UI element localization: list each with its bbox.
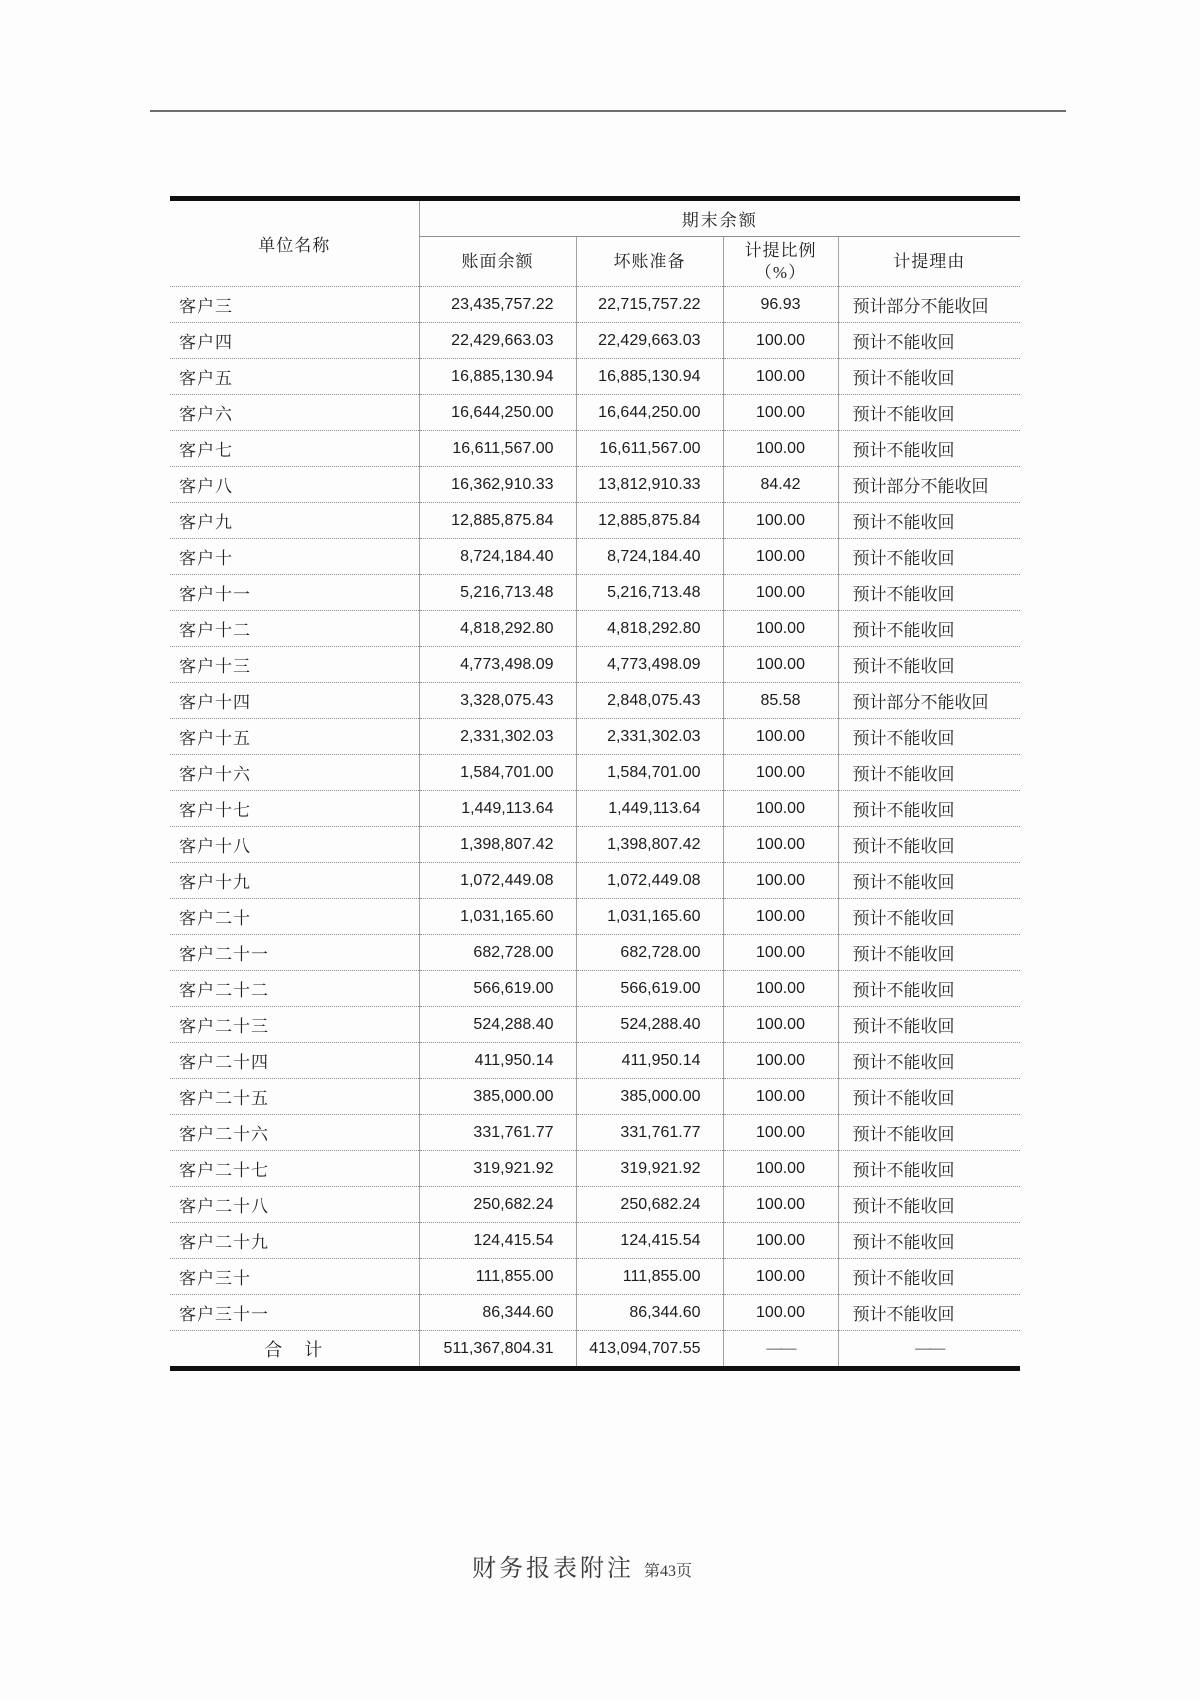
provision-ratio-cell: 84.42: [723, 467, 838, 503]
provision-reason-cell: 预计不能收回: [838, 1151, 1020, 1187]
provision-reason-cell: 预计部分不能收回: [838, 683, 1020, 719]
book-balance-cell: 16,885,130.94: [419, 359, 576, 395]
footer-page-number: 第43页: [643, 1563, 692, 1580]
bad-debt-table-container: [170, 196, 1020, 1371]
provision-reason-cell: 预计不能收回: [838, 359, 1020, 395]
book-balance-cell: 411,950.14: [419, 1043, 576, 1079]
table-row: [170, 467, 1020, 503]
table-row: [170, 647, 1020, 683]
provision-reason-cell: 预计不能收回: [838, 1079, 1020, 1115]
provision-ratio-cell: 100.00: [723, 791, 838, 827]
book-balance-cell: 566,619.00: [419, 971, 576, 1007]
bad-debt-provision-cell: 1,398,807.42: [576, 827, 723, 863]
bad-debt-provision-cell: 16,611,567.00: [576, 431, 723, 467]
table-row: [170, 899, 1020, 935]
book-balance-cell: 5,216,713.48: [419, 575, 576, 611]
table-row: [170, 539, 1020, 575]
provision-ratio-cell: 100.00: [723, 1079, 838, 1115]
provision-ratio-cell: 100.00: [723, 539, 838, 575]
bad-debt-provision-cell: 4,773,498.09: [576, 647, 723, 683]
customer-name-cell: 客户二十四: [170, 1043, 419, 1079]
table-header: [170, 199, 1020, 287]
provision-ratio-cell: 100.00: [723, 827, 838, 863]
table-row: [170, 683, 1020, 719]
bad-debt-provision-cell: 12,885,875.84: [576, 503, 723, 539]
customer-name-cell: 客户二十七: [170, 1151, 419, 1187]
customer-name-cell: 客户六: [170, 395, 419, 431]
provision-reason-cell: 预计不能收回: [838, 1187, 1020, 1223]
bad-debt-provision-cell: 16,885,130.94: [576, 359, 723, 395]
total-provision-ratio-dash: ——: [723, 1331, 838, 1369]
book-balance-cell: 2,331,302.03: [419, 719, 576, 755]
bad-debt-provision-cell: 566,619.00: [576, 971, 723, 1007]
bad-debt-provision-cell: 2,331,302.03: [576, 719, 723, 755]
bad-debt-provision-cell: 331,761.77: [576, 1115, 723, 1151]
provision-reason-cell: 预计不能收回: [838, 611, 1020, 647]
bad-debt-provision-cell: 16,644,250.00: [576, 395, 723, 431]
bad-debt-provision-cell: 8,724,184.40: [576, 539, 723, 575]
provision-ratio-cell: 100.00: [723, 935, 838, 971]
book-balance-cell: 331,761.77: [419, 1115, 576, 1151]
bad-debt-provision-cell: 1,449,113.64: [576, 791, 723, 827]
provision-reason-cell: 预计不能收回: [838, 647, 1020, 683]
table-row: [170, 791, 1020, 827]
bad-debt-provision-cell: 385,000.00: [576, 1079, 723, 1115]
provision-ratio-cell: 100.00: [723, 1295, 838, 1331]
customer-name-cell: 客户十二: [170, 611, 419, 647]
total-book-balance: 511,367,804.31: [419, 1331, 576, 1369]
book-balance-cell: 4,773,498.09: [419, 647, 576, 683]
table-row: [170, 503, 1020, 539]
table-row: [170, 935, 1020, 971]
bad-debt-provision-cell: 124,415.54: [576, 1223, 723, 1259]
book-balance-cell: 8,724,184.40: [419, 539, 576, 575]
column-header-provision-reason: 计提理由: [838, 237, 1020, 287]
provision-reason-cell: 预计不能收回: [838, 1223, 1020, 1259]
bad-debt-provision-cell: 1,072,449.08: [576, 863, 723, 899]
bad-debt-provision-cell: 22,429,663.03: [576, 323, 723, 359]
table-row: [170, 1223, 1020, 1259]
table-row: [170, 575, 1020, 611]
provision-ratio-cell: 100.00: [723, 755, 838, 791]
bad-debt-provision-cell: 524,288.40: [576, 1007, 723, 1043]
bad-debt-provision-cell: 411,950.14: [576, 1043, 723, 1079]
book-balance-cell: 4,818,292.80: [419, 611, 576, 647]
provision-ratio-cell: 100.00: [723, 719, 838, 755]
provision-reason-cell: 预计不能收回: [838, 827, 1020, 863]
table-body: [170, 287, 1020, 1331]
table-row: [170, 1007, 1020, 1043]
provision-reason-cell: 预计不能收回: [838, 431, 1020, 467]
bad-debt-provision-cell: 682,728.00: [576, 935, 723, 971]
provision-reason-cell: 预计不能收回: [838, 791, 1020, 827]
customer-name-cell: 客户二十: [170, 899, 419, 935]
provision-ratio-cell: 100.00: [723, 395, 838, 431]
book-balance-cell: 1,584,701.00: [419, 755, 576, 791]
bad-debt-provision-cell: 2,848,075.43: [576, 683, 723, 719]
book-balance-cell: 111,855.00: [419, 1259, 576, 1295]
header-rule: [150, 110, 1066, 112]
customer-name-cell: 客户九: [170, 503, 419, 539]
provision-ratio-cell: 100.00: [723, 899, 838, 935]
provision-reason-cell: 预计不能收回: [838, 1043, 1020, 1079]
table-row: [170, 611, 1020, 647]
provision-ratio-cell: 100.00: [723, 1187, 838, 1223]
table-row: [170, 1151, 1020, 1187]
table-row: [170, 719, 1020, 755]
bad-debt-provision-cell: 22,715,757.22: [576, 287, 723, 323]
provision-ratio-cell: 100.00: [723, 1007, 838, 1043]
customer-name-cell: 客户七: [170, 431, 419, 467]
customer-name-cell: 客户十九: [170, 863, 419, 899]
book-balance-cell: 1,072,449.08: [419, 863, 576, 899]
provision-reason-cell: 预计不能收回: [838, 323, 1020, 359]
provision-ratio-cell: 96.93: [723, 287, 838, 323]
provision-reason-cell: 预计不能收回: [838, 1259, 1020, 1295]
customer-name-cell: 客户二十二: [170, 971, 419, 1007]
total-bad-debt-provision: 413,094,707.55: [576, 1331, 723, 1369]
book-balance-cell: 86,344.60: [419, 1295, 576, 1331]
bad-debt-provision-cell: 111,855.00: [576, 1259, 723, 1295]
provision-reason-cell: 预计部分不能收回: [838, 467, 1020, 503]
provision-ratio-cell: 100.00: [723, 323, 838, 359]
customer-name-cell: 客户二十八: [170, 1187, 419, 1223]
bad-debt-provision-cell: 5,216,713.48: [576, 575, 723, 611]
provision-ratio-cell: 100.00: [723, 971, 838, 1007]
book-balance-cell: 1,398,807.42: [419, 827, 576, 863]
customer-name-cell: 客户二十九: [170, 1223, 419, 1259]
provision-reason-cell: 预计不能收回: [838, 899, 1020, 935]
customer-name-cell: 客户八: [170, 467, 419, 503]
provision-reason-cell: 预计不能收回: [838, 503, 1020, 539]
bad-debt-provision-cell: 250,682.24: [576, 1187, 723, 1223]
book-balance-cell: 1,449,113.64: [419, 791, 576, 827]
customer-name-cell: 客户二十三: [170, 1007, 419, 1043]
table-row: [170, 287, 1020, 323]
table-row: [170, 1259, 1020, 1295]
book-balance-cell: 16,362,910.33: [419, 467, 576, 503]
provision-ratio-cell: 100.00: [723, 431, 838, 467]
table-row: [170, 1187, 1020, 1223]
provision-ratio-cell: 100.00: [723, 503, 838, 539]
bad-debt-provision-cell: 86,344.60: [576, 1295, 723, 1331]
provision-ratio-cell: 100.00: [723, 575, 838, 611]
customer-name-cell: 客户二十五: [170, 1079, 419, 1115]
book-balance-cell: 250,682.24: [419, 1187, 576, 1223]
customer-name-cell: 客户四: [170, 323, 419, 359]
bad-debt-provision-cell: 13,812,910.33: [576, 467, 723, 503]
book-balance-cell: 524,288.40: [419, 1007, 576, 1043]
customer-name-cell: 客户十五: [170, 719, 419, 755]
customer-name-cell: 客户二十六: [170, 1115, 419, 1151]
provision-ratio-label-line2: （%）: [754, 262, 807, 282]
total-row: [170, 1331, 1020, 1369]
total-provision-reason-dash: ——: [838, 1331, 1020, 1369]
book-balance-cell: 16,644,250.00: [419, 395, 576, 431]
provision-reason-cell: 预计不能收回: [838, 863, 1020, 899]
provision-ratio-cell: 100.00: [723, 1151, 838, 1187]
table-row: [170, 755, 1020, 791]
customer-name-cell: 客户十七: [170, 791, 419, 827]
table-row: [170, 827, 1020, 863]
provision-reason-cell: 预计不能收回: [838, 1115, 1020, 1151]
provision-ratio-cell: 100.00: [723, 1259, 838, 1295]
provision-reason-cell: 预计部分不能收回: [838, 287, 1020, 323]
provision-reason-cell: 预计不能收回: [838, 539, 1020, 575]
bad-debt-provision-cell: 1,584,701.00: [576, 755, 723, 791]
table-row: [170, 971, 1020, 1007]
customer-name-cell: 客户十: [170, 539, 419, 575]
book-balance-cell: 22,429,663.03: [419, 323, 576, 359]
bad-debt-provision-cell: 1,031,165.60: [576, 899, 723, 935]
customer-name-cell: 客户三: [170, 287, 419, 323]
column-group-period-end-balance: 期末余额: [419, 199, 1020, 237]
table-row: [170, 431, 1020, 467]
customer-name-cell: 客户三十一: [170, 1295, 419, 1331]
table-row: [170, 359, 1020, 395]
book-balance-cell: 682,728.00: [419, 935, 576, 971]
provision-ratio-cell: 100.00: [723, 1115, 838, 1151]
bad-debt-provision-cell: 319,921.92: [576, 1151, 723, 1187]
column-header-provision-ratio: [723, 237, 838, 287]
provision-reason-cell: 预计不能收回: [838, 971, 1020, 1007]
book-balance-cell: 23,435,757.22: [419, 287, 576, 323]
table-footer: [170, 1331, 1020, 1369]
provision-ratio-label-line1: 计提比例: [744, 241, 817, 261]
book-balance-cell: 385,000.00: [419, 1079, 576, 1115]
table-row: [170, 1043, 1020, 1079]
customer-name-cell: 客户五: [170, 359, 419, 395]
bad-debt-provision-table: [170, 196, 1020, 1371]
book-balance-cell: 319,921.92: [419, 1151, 576, 1187]
page-footer: [0, 1548, 1164, 1583]
provision-reason-cell: 预计不能收回: [838, 1295, 1020, 1331]
book-balance-cell: 1,031,165.60: [419, 899, 576, 935]
provision-ratio-cell: 100.00: [723, 647, 838, 683]
book-balance-cell: 12,885,875.84: [419, 503, 576, 539]
provision-reason-cell: 预计不能收回: [838, 1007, 1020, 1043]
provision-ratio-cell: 100.00: [723, 1043, 838, 1079]
column-header-unit-name: 单位名称: [258, 236, 331, 255]
footer-title: 财务报表附注: [471, 1556, 634, 1582]
provision-reason-cell: 预计不能收回: [838, 755, 1020, 791]
provision-reason-cell: 预计不能收回: [838, 575, 1020, 611]
customer-name-cell: 客户三十: [170, 1259, 419, 1295]
provision-reason-cell: 预计不能收回: [838, 395, 1020, 431]
provision-ratio-cell: 100.00: [723, 359, 838, 395]
customer-name-cell: 客户十四: [170, 683, 419, 719]
provision-reason-cell: 预计不能收回: [838, 935, 1020, 971]
column-header-book-balance: 账面余额: [419, 237, 576, 287]
customer-name-cell: 客户十一: [170, 575, 419, 611]
provision-ratio-cell: 100.00: [723, 863, 838, 899]
customer-name-cell: 客户十三: [170, 647, 419, 683]
provision-ratio-cell: 100.00: [723, 1223, 838, 1259]
column-header-bad-debt-provision: 坏账准备: [576, 237, 723, 287]
customer-name-cell: 客户十八: [170, 827, 419, 863]
customer-name-cell: 客户十六: [170, 755, 419, 791]
customer-name-cell: 客户二十一: [170, 935, 419, 971]
table-row: [170, 863, 1020, 899]
table-row: [170, 1079, 1020, 1115]
provision-reason-cell: 预计不能收回: [838, 719, 1020, 755]
book-balance-cell: 3,328,075.43: [419, 683, 576, 719]
bad-debt-provision-cell: 4,818,292.80: [576, 611, 723, 647]
table-row: [170, 1115, 1020, 1151]
table-row: [170, 1295, 1020, 1331]
table-row: [170, 323, 1020, 359]
book-balance-cell: 16,611,567.00: [419, 431, 576, 467]
table-row: [170, 395, 1020, 431]
provision-ratio-cell: 85.58: [723, 683, 838, 719]
provision-ratio-cell: 100.00: [723, 611, 838, 647]
book-balance-cell: 124,415.54: [419, 1223, 576, 1259]
total-label: 合 计: [170, 1331, 419, 1369]
